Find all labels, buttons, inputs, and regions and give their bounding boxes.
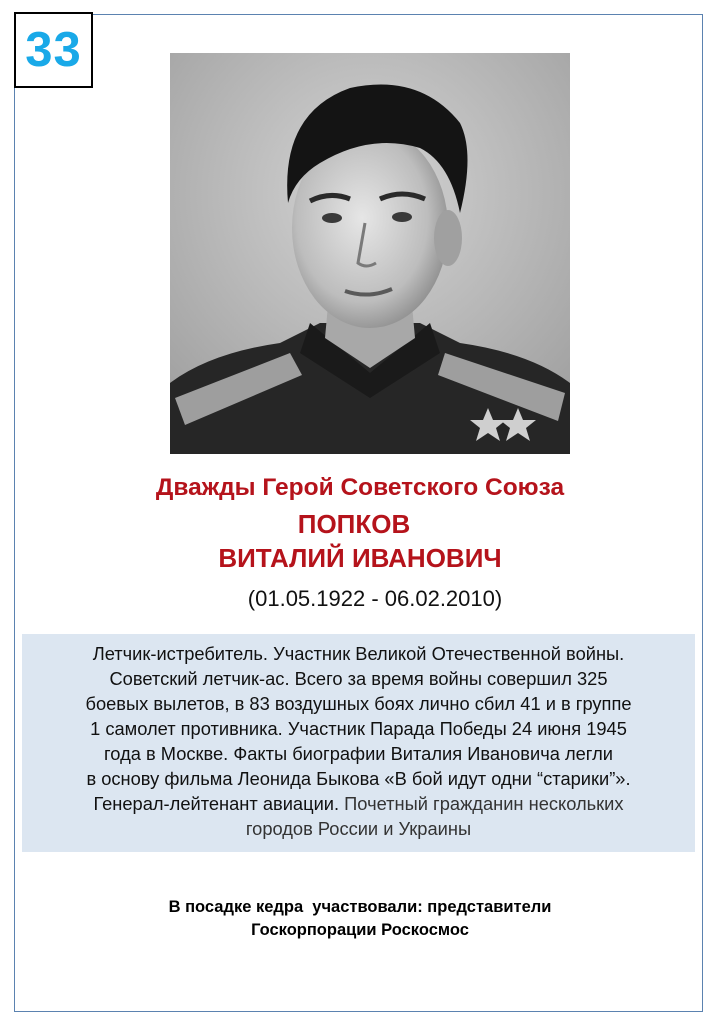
bio-rank: Генерал-лейтенант авиации.: [93, 793, 340, 814]
bio-line: городов России и Украины: [245, 818, 472, 839]
footer-note: [0, 896, 720, 942]
footer-line: В посадке кедра участвовали: представители: [168, 898, 552, 916]
bio-honorary: Почетный гражданин нескольких: [344, 793, 624, 814]
hero-title: Дважды Герой Советского Союза: [155, 474, 565, 501]
bio-line: года в Москве. Факты биографии Виталия Ивановича легли: [104, 743, 613, 764]
card-number: 33: [25, 23, 82, 77]
bio-line: Летчик-истребитель. Участник Великой Отечественной войны.: [92, 643, 625, 664]
card-number-badge: [14, 12, 93, 88]
portrait-photo: [170, 53, 570, 454]
bio-line: 1 самолет противника. Участник Парада Победы 24 июня 1945: [90, 718, 627, 739]
bio-line: Советский летчик-ас. Всего за время войны совершил 325: [109, 668, 608, 689]
portrait-photo-icon: [170, 53, 570, 454]
biography-box: [22, 634, 695, 852]
bio-line: боевых вылетов, в 83 воздушных боях лично сбил 41 и в группе: [85, 693, 632, 714]
surname: ПОПКОВ: [297, 509, 411, 539]
given-name: ВИТАЛИЙ ИВАНОВИЧ: [218, 543, 502, 573]
life-dates: (01.05.1922 - 06.02.2010): [247, 586, 503, 611]
bio-line: в основу фильма Леонида Быкова «В бой идут одни “старики”».: [86, 768, 631, 789]
bio-line: [28, 791, 689, 816]
footer-line: Госкорпорации Роскосмос: [251, 921, 469, 939]
